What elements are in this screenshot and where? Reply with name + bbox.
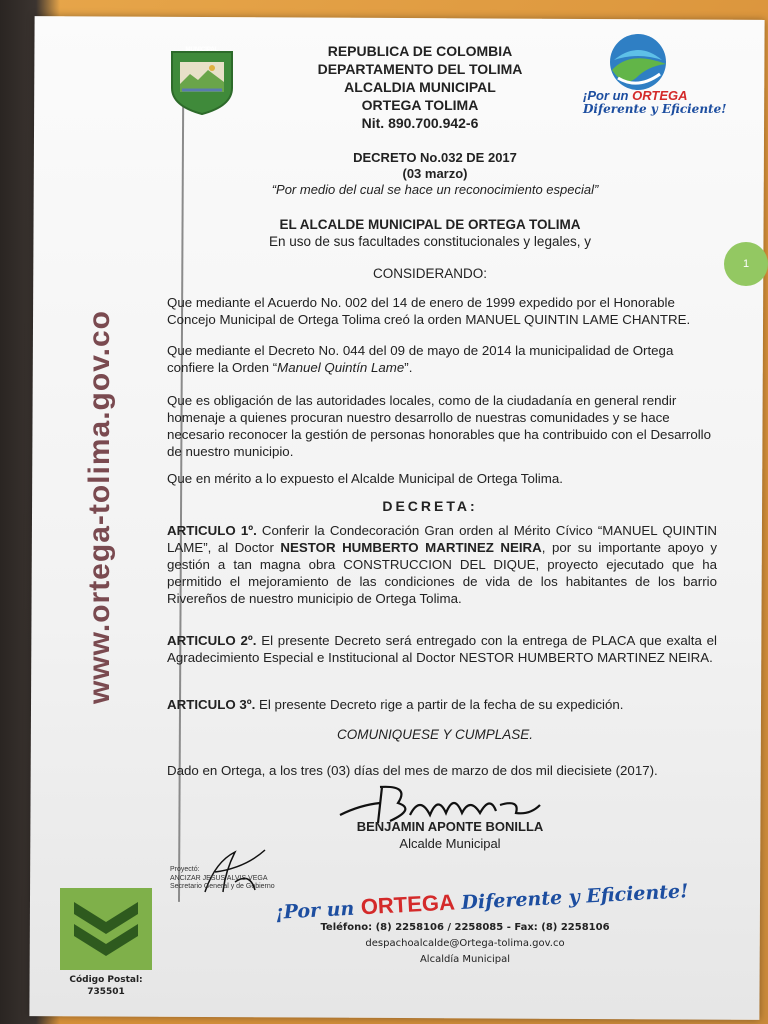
paragraph-2-text: Que mediante el Decreto No. 044 del 09 de mayo de 2014 la municipalidad de Ortega confiere la Orden “	[167, 343, 674, 375]
contact-email: despachoalcalde@Ortega-tolima.gov.co	[365, 938, 565, 949]
decree-subtitle: “Por medio del cual se hace un reconocimiento especial”	[271, 182, 599, 197]
articulo-1	[167, 522, 717, 607]
contact-block	[300, 920, 630, 968]
logo-prefix: ¡Por un	[583, 88, 633, 103]
decree-date: (03 marzo)	[402, 166, 468, 181]
signer-role: Alcalde Municipal	[399, 836, 501, 851]
dado-line: Dado en Ortega, a los tres (03) días del mes de marzo de dos mil diecisiete (2017).	[167, 763, 658, 778]
proyecto-role: Secretario General y de Gobierno	[170, 883, 275, 890]
proyecto-name: ANCIZAR JESUS ALVIS VEGA	[170, 874, 268, 882]
postal-code: 735501	[87, 987, 125, 997]
articulo-1-label: ARTICULO 1º.	[167, 523, 257, 538]
decree-title-block	[230, 150, 640, 198]
articulo-3	[167, 696, 717, 713]
slogan-suffix: Diferente y Eficiente!	[454, 880, 689, 915]
chevron-logo-icon	[60, 888, 152, 970]
decreta-heading: DECRETA:	[382, 498, 478, 514]
articulo-1-honoree: NESTOR HUMBERTO MARTINEZ NEIRA	[280, 540, 542, 555]
slogan-prefix: ¡Por un	[274, 897, 362, 924]
signer-name: BENJAMIN APONTE BONILLA	[356, 819, 544, 834]
footer-green-logo	[60, 888, 152, 970]
paragraph-3: Que es obligación de las autoridades locales, como de la ciudadanía en general rendir homenaje a quienes procuran nuestro desarrollo de nuestras comunidades y se hace necesario reconocer la gestión de personas honorables que ha contribuido con el Desarrollo de nuestro municipio.	[167, 393, 712, 459]
articulo-2	[167, 632, 717, 666]
shield-label: MUNICIPAL	[185, 47, 219, 53]
paragraph-2	[167, 342, 717, 376]
contact-phone: Teléfono: (8) 2258106 / 2258085 - Fax: (8) 2258106	[320, 922, 610, 933]
considerando-heading: CONSIDERANDO:	[372, 266, 487, 281]
header-line: ORTEGA TOLIMA	[361, 97, 479, 113]
proyecto-block	[170, 866, 275, 892]
municipal-shield-icon	[168, 48, 236, 116]
signer-block	[300, 818, 600, 852]
paragraph-4: Que en mérito a lo expuesto el Alcalde Municipal de Ortega Tolima.	[167, 471, 563, 486]
paragraph-2-end: ”.	[404, 360, 413, 375]
logo-slogan-line1	[583, 88, 688, 103]
articulo-3-text: El presente Decreto rige a partir de la fecha de su expedición.	[255, 697, 624, 712]
paragraph-1: Que mediante el Acuerdo No. 002 del 14 de enero de 1999 expedido por el Honorable Concejo Municipal de Ortega Tolima creó la orden MANUEL QUINTIN LAME CHANTRE.	[167, 295, 691, 327]
proyecto-label: Proyectó:	[170, 866, 200, 873]
header-line: REPUBLICA DE COLOMBIA	[327, 43, 513, 59]
articulo-1-text: Conferir la Condecoración Gran orden al Mérito Cívico “MANUEL QUINTIN LAME”, al Doctor	[167, 523, 717, 555]
articulo-2-text: El presente Decreto será entregado con la entrega de PLACA que exalta el Agradecimiento Especial e Institucional al Doctor NESTOR HUMBERTO MARTINEZ NEIRA.	[167, 633, 717, 665]
contact-office: Alcaldía Municipal	[419, 954, 511, 965]
articulo-2-label: ARTICULO 2º.	[167, 633, 257, 648]
header-line: ALCALDIA MUNICIPAL	[344, 79, 496, 95]
decree-number: DECRETO No.032 DE 2017	[353, 150, 517, 165]
logo-ortega: ORTEGA	[632, 88, 688, 103]
side-website-url: www.ortega-tolima.gov.co	[83, 309, 116, 705]
slogan-ortega: ORTEGA	[360, 889, 456, 920]
postal-label: Código Postal:	[69, 975, 143, 985]
header-line: Nit. 890.700.942-6	[361, 115, 479, 131]
mayor-title: EL ALCALDE MUNICIPAL DE ORTEGA TOLIMA	[279, 217, 581, 232]
comuniquese-line: COMUNIQUESE Y CUMPLASE.	[336, 727, 534, 742]
logo-slogan-line2: Diferente y Eficiente!	[583, 102, 727, 116]
articulo-3-label: ARTICULO 3º.	[167, 697, 256, 712]
mayor-block	[240, 216, 620, 250]
postal-code-block	[60, 974, 152, 998]
header-line: DEPARTAMENTO DEL TOLIMA	[317, 61, 523, 77]
document-header	[265, 42, 575, 132]
articulo-1-text-end: , por su importante apoyo y gestión a tan magna obra CONSTRUCCION DEL DIQUE, proyecto ejecutado que ha permitido el mejoramiento de las condiciones de vida de los habitantes de los barrio Rivereños de nuestro municipio de Ortega Tolima.	[167, 540, 717, 606]
paragraph-2-italic: Manuel Quintín Lame	[277, 360, 405, 375]
mayor-facultades: En uso de sus facultades constitucionales y legales, y	[269, 234, 591, 249]
page-number-badge: 1	[724, 242, 768, 286]
